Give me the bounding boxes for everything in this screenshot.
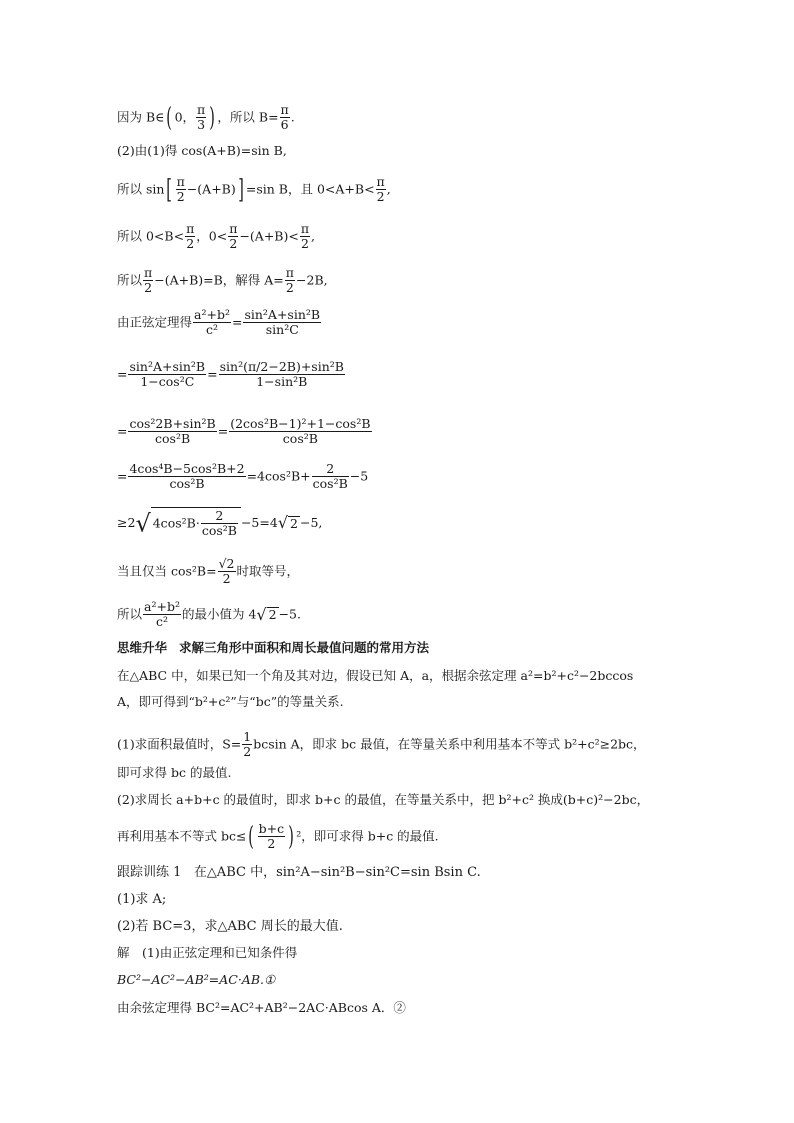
paragraph-3 <box>117 794 649 807</box>
bracket: ] <box>238 174 244 205</box>
solution-line-11 <box>117 557 299 587</box>
sqrt: √ 2 <box>256 604 277 624</box>
text: 因为 B∈ <box>117 109 165 125</box>
paren: ) <box>288 821 294 852</box>
fraction: $\frac{\text{sin²A+sin²B}}{\text{sin²C}}$ <box>244 307 321 338</box>
text: ≥2 <box>117 514 136 530</box>
text: 0， <box>174 109 196 125</box>
text: (1)求面积最值时，S= <box>117 736 242 752</box>
text: (2)若 BC=3，求△ABC 周长的最大值. <box>117 919 343 934</box>
track-heading <box>117 866 481 879</box>
text: −5, <box>299 514 323 530</box>
solution-line-10 <box>117 507 322 540</box>
text: 所以 <box>117 606 143 622</box>
text: −(A+B)< <box>239 228 299 244</box>
fraction: $\frac{\text{sin²(π/2−2B)+sin²B}}{\text{1−sin²B}}$ <box>219 359 344 390</box>
text: 在△ABC 中，sin²A−sin²B−sin²C=sin Bsin C. <box>193 865 481 880</box>
fraction: $\frac{\pi}{6}$ <box>280 102 289 133</box>
fraction: $\frac{b+c}{2}$ <box>258 821 285 852</box>
text: 当且仅当 cos²B= <box>117 563 217 579</box>
fraction: $\frac{\pi}{2}$ <box>229 221 238 252</box>
fraction: $\frac{2}{\text{cos²B}}$ <box>312 461 348 492</box>
sqrt: √ 4cos²B· $\frac{2}{\text{cos²B}}$ <box>135 507 241 540</box>
bracket: [ <box>166 174 173 205</box>
solution-line-5 <box>117 266 328 296</box>
fraction: $\frac{\pi}{2}$ <box>285 265 295 296</box>
paragraph-2 <box>117 730 646 760</box>
text: −2B, <box>296 272 328 288</box>
text: (2)求周长 a+b+c 的最值时，即求 b+c 的最值，在等量关系中，把 b²+c² 换成(b+c)²−2bc， <box>117 792 650 807</box>
text: −5. <box>278 606 301 622</box>
text: −5 <box>349 468 369 484</box>
fraction: $\frac{\text{a²+b²}}{\text{c²}}$ <box>194 307 230 338</box>
text: 在△ABC 中，如果已知一个角及其对边，假设已知 A，a，根据余弦定理 a²=b²+c²−2bccos <box>117 668 634 683</box>
solution-intro <box>117 947 297 960</box>
heading: 跟踪训练 1 <box>117 865 182 880</box>
text: 所以 <box>117 272 143 288</box>
text: 解 (1)由正弦定理和已知条件得 <box>117 945 298 960</box>
text: bcsin A，即求 bc 最值，在等量关系中利用基本不等式 b²+c²≥2bc， <box>253 736 646 752</box>
text: 所以 0<B< <box>117 228 185 244</box>
fraction: $\frac{\pi}{2}$ <box>376 174 385 205</box>
text: ，所以 B= <box>217 109 279 125</box>
text: ²，即可求得 b+c 的最值. <box>296 828 439 844</box>
heading: 思维升华 <box>117 640 168 655</box>
fraction: $\frac{\pi}{2}$ <box>144 265 153 296</box>
text: BC²−AC²−AB²=AC·AB.① <box>117 972 276 987</box>
text: −(A+B) <box>186 181 236 197</box>
equation-2 <box>117 1002 406 1015</box>
solution-line-9: = $\frac{\text{4cos⁴B−5cos²B+2}}{\text{cos²B}}$ =4cos²B+ $\frac{2}{\text{cos²B}}$ −5 <box>117 461 369 492</box>
text: 即可求得 bc 的最值. <box>117 765 232 780</box>
question-1 <box>117 893 166 906</box>
fraction: $\frac{\pi}{2}$ <box>300 221 310 252</box>
text: ，0< <box>196 228 228 244</box>
text: 时取等号， <box>236 563 300 579</box>
paragraph-1 <box>117 670 633 683</box>
text: −(A+B)=B，解得 A= <box>154 272 284 288</box>
solution-line-6: 由正弦定理得 $\frac{\text{a²+b²}}{\text{c²}}$ = $\frac{\text{sin²A+sin²B}}{\text{sin²C}}$ <box>117 307 321 338</box>
fraction: $\frac{\text{cos²2B+sin²B}}{\text{cos²B}}$ <box>129 416 216 447</box>
text: 所以 sin <box>117 181 165 197</box>
text: −5=4 <box>240 514 278 530</box>
fraction: $\frac{\text{sin²A+sin²B}}{\text{1−cos²C}}$ <box>129 359 206 390</box>
paragraph-2b <box>117 767 231 780</box>
text: 的最小值为 4 <box>181 606 257 622</box>
fraction: $\frac{√2}{2}$ <box>218 556 235 587</box>
paren: ( <box>166 102 173 133</box>
fraction: $\frac{\pi}{2}$ <box>186 221 195 252</box>
text: (1)求 A; <box>117 892 167 907</box>
solution-line-4: 所以 0<B< $\frac{\pi}{2}$ ，0< $\frac{\pi}{2}$ −(A+B)< $\frac{\pi}{2}$ , <box>117 221 316 252</box>
fraction: $\frac{\text{(2cos²B−1)²+1−cos²B}}{\text{cos²B}}$ <box>230 416 371 447</box>
fraction: $\frac{\pi}{3}$ <box>197 102 206 133</box>
equation-1 <box>117 974 275 987</box>
fraction: $\frac{\pi}{2}$ <box>176 174 185 205</box>
solution-line-2 <box>117 145 287 158</box>
solution-line-3: 所以 sin[ $\frac{\pi}{2}$ −(A+B)] =sin B，且 0<A+B< $\frac{\pi}{2}$ , <box>117 174 391 205</box>
question-2 <box>117 920 343 933</box>
fraction: $\frac{\text{4cos⁴B−5cos²B+2}}{\text{cos²B}}$ <box>129 461 245 492</box>
solution-line-1: 因为 B∈( 0， $\frac{\pi}{3}$ ) ，所以 B= $\frac{\pi}{6}$ . <box>117 102 295 133</box>
solution-line-8: = $\frac{\text{cos²2B+sin²B}}{\text{cos²B}}$ = $\frac{\text{(2cos²B−1)²+1−cos²B}}{\text{cos²B}}$ <box>117 416 371 447</box>
fraction: $\frac{1}{2}$ <box>243 729 252 760</box>
paren: ( <box>248 821 255 852</box>
paragraph-1b <box>117 696 344 709</box>
solution-line-12 <box>117 600 301 630</box>
text: A，即可得到“b²+c²”与“bc”的等量关系. <box>117 694 344 709</box>
text: (2)由(1)得 cos(A+B)=sin B, <box>117 143 287 158</box>
text: =sin B，且 0<A+B< <box>245 181 375 197</box>
think-heading <box>117 642 429 655</box>
fraction: $\frac{\text{a²+b²}}{\text{c²}}$ <box>144 599 180 630</box>
heading-body: 求解三角形中面积和周长最值问题的常用方法 <box>178 640 429 655</box>
paren: ) <box>209 102 216 133</box>
solution-line-7: = $\frac{\text{sin²A+sin²B}}{\text{1−cos²C}}$ = $\frac{\text{sin²(π/2−2B)+sin²B}}{\text{1−sin²B}}$ <box>117 359 344 390</box>
text: 由余弦定理得 BC²=AC²+AB²−2AC·ABcos A．② <box>117 1000 406 1015</box>
text: 再利用基本不等式 bc≤ <box>117 828 247 844</box>
paragraph-3b <box>117 822 439 852</box>
text: =4cos²B+ <box>246 468 311 484</box>
text: 由正弦定理得 <box>117 314 193 330</box>
sqrt: √ 2 <box>277 513 298 533</box>
